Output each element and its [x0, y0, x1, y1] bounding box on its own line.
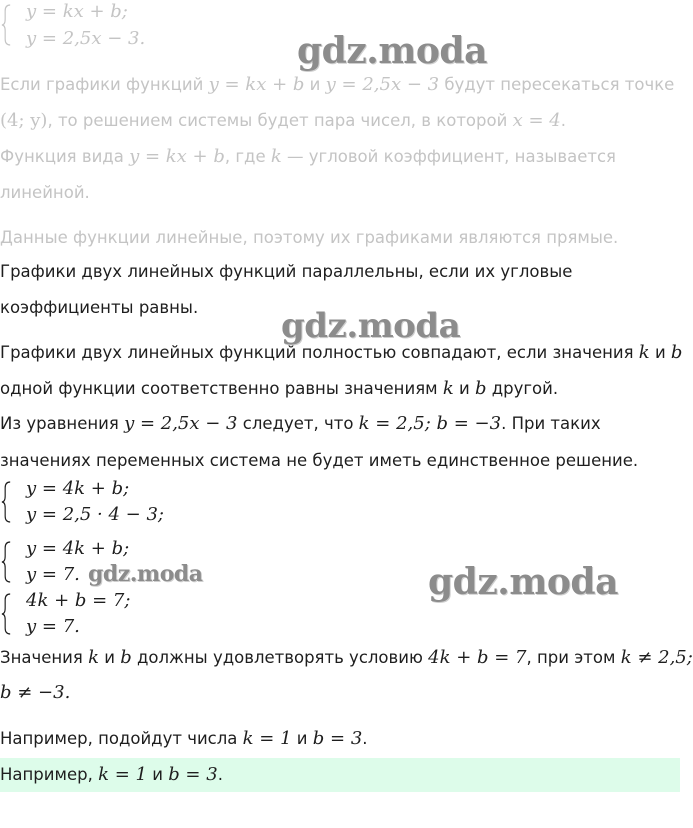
text-line: Графики двух линейных функций параллельны, если их угловые [0, 262, 573, 281]
system-row: y = 2,5x − 3. [26, 28, 146, 49]
text-line: Например, подойдут числа k = 1 и b = 3. [0, 728, 368, 749]
watermark: gdz.moda [297, 30, 487, 72]
text-line: b ≠ −3. [0, 682, 71, 703]
text-line: Если графики функций y = kx + b и y = 2,5x − 3 будут пересекаться точке [0, 74, 675, 95]
system-row: y = 7. [26, 564, 80, 585]
text-line: (4; y), то решением системы будет пара чисел, в которой x = 4. [0, 110, 566, 131]
text-line: коэффициенты равны. [0, 298, 199, 317]
text-line: Значения k и b должны удовлетворять условию 4k + b = 7, при этом k ≠ 2,5; [0, 647, 693, 668]
text-line: линейной. [0, 183, 90, 202]
answer-block [0, 758, 680, 792]
text-line: Графики двух линейных функций полностью совпадают, если значения k и b [0, 342, 683, 363]
system-row: y = 4k + b; [26, 478, 130, 499]
system-row: y = 4k + b; [26, 538, 130, 559]
text-line: Функция вида y = kx + b, где k — угловой коэффициент, называется [0, 146, 616, 167]
watermark: gdz.moda [281, 306, 461, 346]
system-row: y = 7. [26, 616, 80, 637]
watermark: gdz.moda [428, 561, 618, 603]
text-line: значениях переменных система не будет иметь единственное решение. [0, 451, 639, 470]
system-row: 4k + b = 7; [26, 590, 131, 611]
text-line: Из уравнения y = 2,5x − 3 следует, что k = 2,5; b = −3. При таких [0, 413, 601, 434]
watermark: gdz.moda [88, 561, 203, 587]
text-line: Данные функции линейные, поэтому их графиками являются прямые. [0, 228, 619, 247]
brace-icon [1, 0, 11, 50]
brace-icon [1, 589, 11, 639]
brace-icon [1, 537, 11, 587]
answer-text: Например, k = 1 и b = 3. [0, 764, 223, 785]
text-line: одной функции соответственно равны значениям k и b другой. [0, 378, 559, 399]
system-row: y = kx + b; [26, 1, 128, 22]
system-row: y = 2,5 · 4 − 3; [26, 504, 164, 525]
brace-icon [1, 477, 11, 527]
